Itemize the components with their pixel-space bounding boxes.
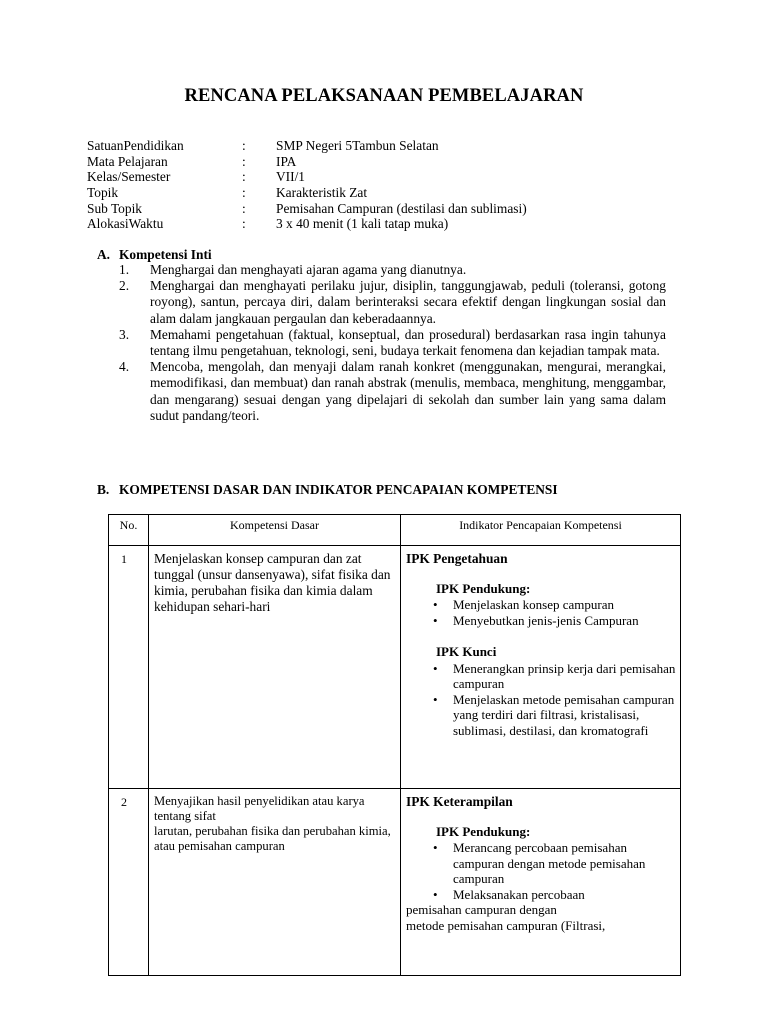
competency-table xyxy=(108,514,681,976)
list-item xyxy=(119,262,666,278)
list-number: 4. xyxy=(119,359,130,375)
continuation-line: pemisahan campuran dengan xyxy=(406,902,557,917)
table-header-row xyxy=(109,515,681,546)
section-a-heading xyxy=(97,247,212,263)
ipk-cell xyxy=(401,789,681,976)
bullet-list xyxy=(406,597,676,628)
section-b-heading xyxy=(97,482,558,498)
list-item xyxy=(406,692,676,739)
list-item xyxy=(406,597,676,613)
ipk-group-label: IPK Kunci xyxy=(436,644,497,659)
info-label: Topik xyxy=(87,185,119,201)
table-row xyxy=(109,789,681,976)
info-value: IPA xyxy=(276,153,297,169)
info-colon: : xyxy=(242,185,246,201)
info-label: Mata Pelajaran xyxy=(87,153,168,169)
info-label: Sub Topik xyxy=(87,200,142,216)
column-header-ipk: Indikator Pencapaian Kompetensi xyxy=(401,515,681,546)
info-value: Karakteristik Zat xyxy=(276,185,368,201)
column-header-kd: Kompetensi Dasar xyxy=(149,515,401,546)
section-letter: A. xyxy=(97,247,111,262)
info-colon: : xyxy=(242,169,246,185)
bullet-text: Menjelaskan konsep campuran xyxy=(453,597,615,612)
list-item xyxy=(406,840,676,887)
list-item xyxy=(119,278,666,327)
kd-cell xyxy=(149,789,401,976)
section-letter: B. xyxy=(97,482,110,497)
info-value: Pemisahan Campuran (destilasi dan sublimasi) xyxy=(276,200,527,216)
list-text: Memahami pengetahuan (faktual, konseptual, dan prosedural) berdasarkan rasa ingin tahunya tentang ilmu pengetahuan, teknologi, seni, budaya terkait fenomena dan kejadian tampak mata. xyxy=(150,326,666,359)
info-colon: : xyxy=(242,153,246,169)
section-title: Kompetensi Inti xyxy=(119,247,212,262)
kompetensi-inti-list xyxy=(119,262,666,424)
list-text: Mencoba, mengolah, dan menyaji dalam ranah konkret (menggunakan, mengurai, merangkai, memodifikasi, dan membuat) dan ranah abstrak (menulis, membaca, menghitung, menggambar, dan mengarang) sesuai dengan yang dipelajari di sekolah dan sumber lain yang sama dalam sudut pandang/teori. xyxy=(150,359,666,423)
continuation-line: metode pemisahan campuran (Filtrasi, xyxy=(406,917,606,933)
row-number: 1 xyxy=(109,546,149,789)
list-number: 2. xyxy=(119,278,130,294)
bullet-list xyxy=(406,840,676,902)
column-header-no: No. xyxy=(109,515,149,546)
info-colon: : xyxy=(242,200,246,216)
bullet-list xyxy=(406,661,676,739)
bullet-text: Melaksanakan percobaan xyxy=(453,886,585,902)
list-item xyxy=(406,661,676,692)
section-title: KOMPETENSI DASAR DAN INDIKATOR PENCAPAIAN KOMPETENSI xyxy=(119,482,558,497)
info-label: AlokasiWaktu xyxy=(87,216,164,232)
kd-cell: Menjelaskan konsep campuran dan zat tunggal (unsur dansenyawa), sifat fisika dan kimia, perubahan fisika dan kimia dalam kehidupan sehari-hari xyxy=(149,546,401,789)
list-item xyxy=(406,887,676,903)
list-number: 3. xyxy=(119,326,130,342)
info-label: Kelas/Semester xyxy=(87,169,171,185)
info-colon: : xyxy=(242,216,246,232)
ipk-group-label: IPK Pendukung: xyxy=(436,580,531,596)
bullet-icon: • xyxy=(433,660,438,676)
ipk-cell xyxy=(401,546,681,789)
bullet-icon: • xyxy=(433,597,438,612)
ipk-heading: IPK Keterampilan xyxy=(406,794,513,809)
ipk-group-label: IPK Pendukung: xyxy=(436,823,531,839)
bullet-text: Menerangkan prinsip kerja dari pemisahan campuran xyxy=(453,660,676,691)
table-row xyxy=(109,546,681,789)
ipk-heading: IPK Pengetahuan xyxy=(406,551,508,566)
info-value: SMP Negeri 5Tambun Selatan xyxy=(276,138,439,153)
info-value: 3 x 40 menit (1 kali tatap muka) xyxy=(276,216,449,232)
bullet-icon: • xyxy=(433,886,438,902)
bullet-icon: • xyxy=(433,840,438,855)
list-item xyxy=(406,613,676,629)
bullet-icon: • xyxy=(433,612,438,628)
info-label: SatuanPendidikan xyxy=(87,138,184,153)
info-colon: : xyxy=(242,138,246,153)
list-text: Menghargai dan menghayati ajaran agama yang dianutnya. xyxy=(150,262,467,277)
info-value: VII/1 xyxy=(276,169,306,185)
row-number: 2 xyxy=(109,789,149,976)
list-text: Menghargai dan menghayati perilaku jujur, disiplin, tanggungjawab, peduli (toleransi, gotong royong), santun, percaya diri, dalam berinteraksi secara efektif dengan lingkungan sosial dan alam dalam jangkauan pergaulan dan keberadaannya. xyxy=(150,278,666,326)
list-item xyxy=(119,359,666,424)
list-number: 1. xyxy=(119,262,130,277)
bullet-text: Menjelaskan metode pemisahan campuran yang terdiri dari filtrasi, kristalisasi, sublimasi, destilasi, dan kromatografi xyxy=(453,691,675,738)
kd-line: larutan, perubahan fisika dan perubahan kimia, atau pemisahan campuran xyxy=(154,824,391,853)
kd-line: Menyajikan hasil penyelidikan atau karya tentang sifat xyxy=(154,794,365,823)
bullet-text: Merancang percobaan pemisahan campuran dengan metode pemisahan campuran xyxy=(453,840,646,886)
bullet-text: Menyebutkan jenis-jenis Campuran xyxy=(453,612,639,628)
document-title: RENCANA PELAKSANAAN PEMBELAJARAN xyxy=(184,86,584,106)
list-item xyxy=(119,327,666,359)
bullet-icon: • xyxy=(433,691,438,707)
